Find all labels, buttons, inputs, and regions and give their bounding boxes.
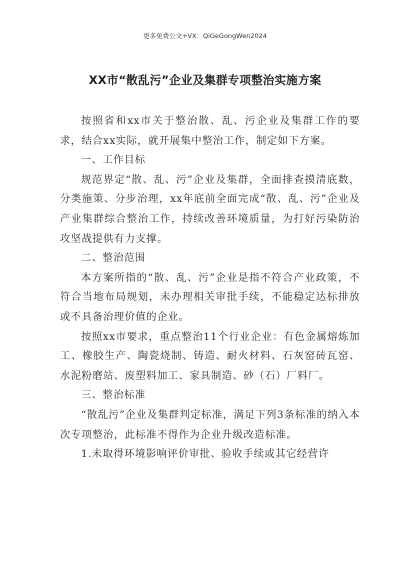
document-title: XX市“散乱污”企业及集群专项整治实施方案: [88, 73, 322, 87]
section-heading: 三、整治标准: [81, 390, 146, 402]
header-note: 更多免费公文+VX：QiGeGongWen2024: [143, 32, 267, 40]
section-heading: 一、工作目标: [81, 155, 146, 167]
body-paragraph: 1.未取得环境影响评价审批、验收手续或其它经营许: [81, 449, 330, 461]
body-paragraph: 按照xx市要求，重点整治11个行业企业：有色金属熔炼加工、橡胶生产、陶瓷烧制、铸造、耐火材料、石灰窑砖瓦窑、水泥粉磨站、废塑料加工、家具制造、砂（石）厂料厂。: [60, 331, 360, 382]
body-paragraph: “散乱污”企业及集群判定标准，满足下列3条标准的纳入本次专项整治，此标准不得作为企业升级改造标准。: [60, 409, 360, 441]
document-body: [60, 112, 360, 465]
body-paragraph: 规范界定“散、乱、污”企业及集群，全面排查摸清底数，分类施策、分步治理，xx年底前全面完成“散、乱、污”企业及产业集群综合整治工作，持续改善环境质量，为打好污染防治攻坚战提供有力支撑。: [60, 174, 360, 245]
body-paragraph: 本方案所指的“散、乱、污”企业是指不符合产业政策，不符合当地布局规划，未办理相关审批手续，不能稳定达标排放或不具备治理价值的企业。: [60, 272, 360, 323]
body-paragraph: 按照省和xx市关于整治散、乱、污企业及集群工作的要求，结合xx实际，就开展集中整治工作，制定如下方案。: [60, 116, 360, 147]
section-heading: 二、整治范围: [81, 253, 146, 265]
